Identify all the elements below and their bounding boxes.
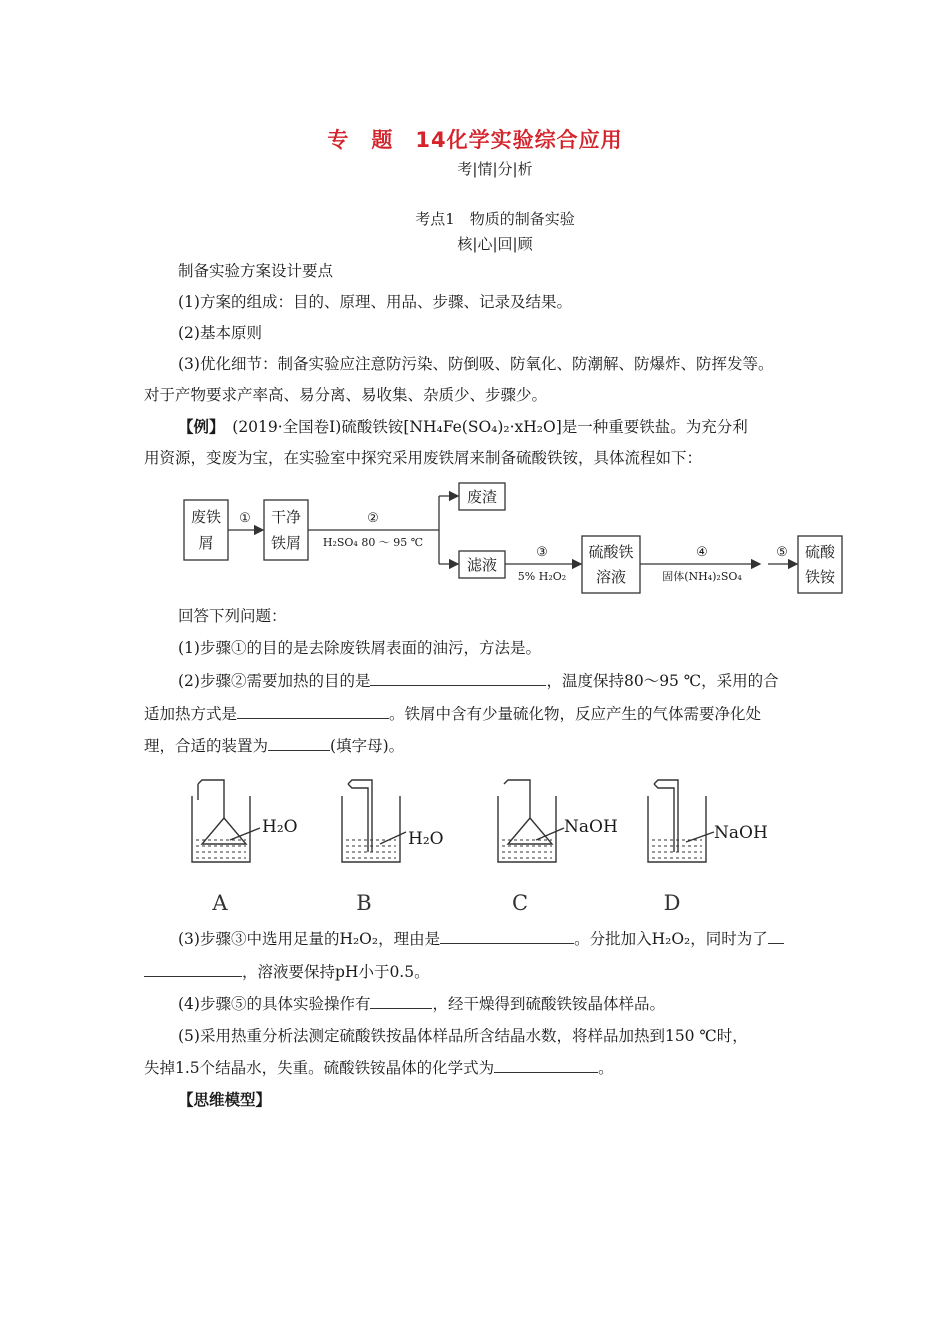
question-3-line-1 xyxy=(178,929,784,949)
q4-text-b: ，经干燥得到硫酸铁铵晶体样品。 xyxy=(432,995,665,1013)
answer-blank xyxy=(494,1058,598,1073)
process-flow-chart xyxy=(178,478,848,598)
answer-blank xyxy=(144,962,242,977)
example-line-1 xyxy=(178,417,748,437)
step-4-condition: 固体(NH₄)₂SO₄ xyxy=(662,570,742,583)
core-review-heading: 核|心|回|顾 xyxy=(457,235,533,253)
questions-intro: 回答下列问题： xyxy=(178,607,287,625)
step-4-label: ④ xyxy=(696,545,708,560)
q2-text-b: ，温度保持80～95 ℃，采用的合 xyxy=(546,672,779,690)
example-tag: 【例】 xyxy=(178,417,217,436)
box-clean-line1: 干净 xyxy=(270,508,302,526)
answer-blank xyxy=(237,704,389,719)
apparatus-d xyxy=(648,780,714,862)
example-text-1: (2019·全国卷Ⅰ)硫酸铁铵[NH₄Fe(SO₄)₂·xH₂O]是一种重要铁盐。为充分利 xyxy=(216,418,748,436)
apparatus-d-letter: D xyxy=(663,891,681,915)
box-waste-scrap-line2: 屑 xyxy=(198,534,214,552)
step-3-label: ③ xyxy=(536,545,548,560)
section-heading: 考点1 物质的制备实验 xyxy=(415,210,575,228)
apparatus-b-reagent: H₂O xyxy=(408,829,444,849)
step-2-condition: H₂SO₄ 80 ～ 95 ℃ xyxy=(322,536,424,549)
apparatus-c-reagent: NaOH xyxy=(564,817,618,837)
q2-text-f: (填字母)。 xyxy=(330,737,405,755)
box-product-line2: 铁铵 xyxy=(804,568,836,586)
point-3-continued: 对于产物要求产率高、易分离、易收集、杂质少、步骤少。 xyxy=(144,386,548,404)
q5-text-b: 失掉1.5个结晶水，失重。硫酸铁铵晶体的化学式为 xyxy=(144,1059,495,1077)
question-2-line-2 xyxy=(144,704,761,724)
answer-blank xyxy=(268,736,330,751)
q3-text-a: (3)步骤③中选用足量的H₂O₂，理由是 xyxy=(178,930,441,948)
apparatus-d-reagent: NaOH xyxy=(714,823,768,843)
thinking-model-heading: 【思维模型】 xyxy=(178,1090,272,1109)
q3-text-b: 。分批加入H₂O₂，同时为了 xyxy=(574,930,768,948)
q2-text-e: 理，合适的装置为 xyxy=(144,737,269,755)
question-3-line-2 xyxy=(144,962,430,982)
step-2-label: ② xyxy=(367,511,379,526)
box-sulfate-line2: 溶液 xyxy=(595,568,627,586)
page-title: 专 题 14化学实验综合应用 xyxy=(327,128,623,152)
question-5-line-1: (5)采用热重分析法测定硫酸铁按晶体样品所含结晶水数，将样品加热到150 ℃时， xyxy=(178,1027,748,1045)
apparatus-b xyxy=(342,780,406,862)
answer-blank xyxy=(440,929,574,944)
apparatus-c xyxy=(498,780,564,862)
apparatus-a-letter: A xyxy=(212,891,228,915)
box-product-line1: 硫酸 xyxy=(804,543,836,561)
example-line-2: 用资源，变废为宝，在实验室中探究采用废铁屑来制备硫酸铁铵，具体流程如下： xyxy=(144,449,703,467)
q2-text-a: (2)步骤②需要加热的目的是 xyxy=(178,672,371,690)
answer-blank xyxy=(370,994,432,1009)
question-1: (1)步骤①的目的是去除废铁屑表面的油污，方法是。 xyxy=(178,639,541,657)
box-filtrate-label: 滤液 xyxy=(466,556,498,574)
box-sulfate-line1: 硫酸铁 xyxy=(588,543,634,561)
box-clean-line2: 铁屑 xyxy=(270,534,302,552)
question-5-line-2 xyxy=(144,1058,614,1078)
subtitle: 考|情|分|析 xyxy=(457,160,533,178)
step-1-label: ① xyxy=(239,511,251,526)
apparatus-figure xyxy=(180,770,780,920)
apparatus-a xyxy=(192,780,260,862)
apparatus-b-letter: B xyxy=(356,891,372,915)
point-1: (1)方案的组成：目的、原理、用品、步骤、记录及结果。 xyxy=(178,293,572,311)
box-residue-label: 废渣 xyxy=(466,488,498,506)
question-2-line-3 xyxy=(144,736,404,756)
box-waste-scrap-line1: 废铁 xyxy=(190,508,222,526)
point-3: (3)优化细节：制备实验应注意防污染、防倒吸、防氧化、防潮解、防爆炸、防挥发等。 xyxy=(178,355,774,373)
point-2: (2)基本原则 xyxy=(178,324,262,342)
q4-text-a: (4)步骤⑤的具体实验操作有 xyxy=(178,995,371,1013)
answer-blank xyxy=(370,671,546,686)
answer-blank xyxy=(768,929,784,944)
step-3-condition: 5% H₂O₂ xyxy=(517,570,567,583)
question-4 xyxy=(178,994,665,1014)
q2-text-d: 。铁屑中含有少量硫化物，反应产生的气体需要净化处 xyxy=(389,705,762,723)
question-2-line-1 xyxy=(178,671,779,691)
step-5-label: ⑤ xyxy=(776,545,788,560)
points-heading: 制备实验方案设计要点 xyxy=(178,262,334,280)
q2-text-c: 适加热方式是 xyxy=(144,705,238,723)
q3-text-c: ，溶液要保持pH小于0.5。 xyxy=(242,963,430,981)
q5-text-c: 。 xyxy=(598,1059,614,1077)
apparatus-a-reagent: H₂O xyxy=(262,817,298,837)
apparatus-c-letter: C xyxy=(511,891,529,915)
